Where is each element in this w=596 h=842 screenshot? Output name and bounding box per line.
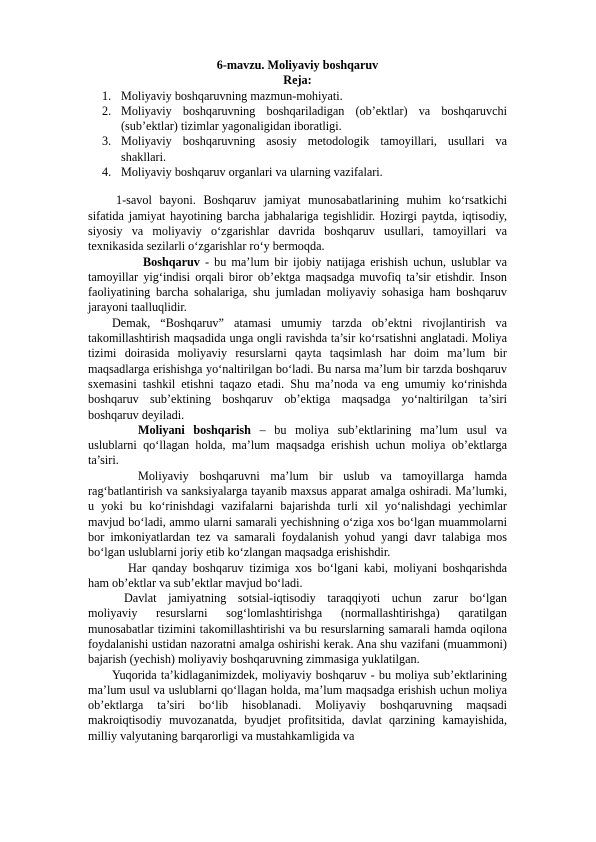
paragraph-management-definition — [88, 255, 507, 316]
paragraph-finance-management-definition — [88, 423, 507, 469]
page-title: 6-mavzu. Moliyaviy boshqaruv — [216, 58, 379, 72]
plan-item-number: 3. — [102, 134, 112, 149]
paragraph-management-term: Demak, “Boshqaruv” atamasi umumiy tarzda ob’ektni rivojlantirish va takomillashtirish maqsadida unga ongli ravishda ta’sir ko‘rsatishni anglatadi. Moliya tizimi doirasida moliyaviy resurslarni qayta taqsimlash har doim ma’lum bir maqsadlarga erishishga yo‘naltirilgan bo‘ladi. Bu narsa ma’lum bir tarzda boshqaruv sxemasini tashkil etishni taqazo etadi. Shu ma’noda va eng umumiy ko‘rinishda boshqaruv sub’ektining boshqaruv ob’ektiga maqsadga yo‘naltirilgan ta’siri boshqaruv deyiladi. — [88, 315, 507, 422]
document-page — [88, 58, 507, 744]
plan-item-text: Moliyaviy boshqaruvning asosiy metodologik tamoyillari, usullari va shakllari. — [121, 134, 507, 164]
paragraph-state-role: Davlat jamiyatning sotsial-iqtisodiy taraqqiyoti uchun zarur bo‘lgan moliyaviy resurslarni sog‘lomlashtirishga (normallashtirishga) qaratilgan munosabatlar tizimini takomillashtirishi va bu resurslarning samarali hamda oqilona foydalanishi ustidan nazoratni amalga oshirishi kerak. Ana shu vazifani (muammoni) bajarish (yechish) moliyaviy boshqaruvning zimmasiga yuklatilgan. — [88, 591, 507, 667]
definition-text: – bu moliya sub’ektlarining ma’lum usul va uslublarni qo‘llagan holda, ma’lum maqsadga erishish uchun moliya ob’ektlarga ta’siri. — [88, 422, 507, 468]
plan-item-number: 2. — [102, 103, 112, 118]
term-boshqaruv: Boshqaruv — [143, 254, 200, 269]
paragraph-financial-apparatus: Moliyaviy boshqaruvni ma’lum bir uslub va tamoyillarga hamda rag‘batlantirish va sanksiyalarga tayanib maxsus apparat amalga oshiradi. Ma’lumki, u yoki bu ko‘rinishdagi vazifalarni bajarishda turli xil yo‘nalishdagi yechimlar mavjud bo‘ladi, ammo ularni samarali yechishning o‘ziga xos bo‘lgan muammolarni bor imkoniyatlardan tez va samarali foydalanish yohud yangi davr talabiga mos bo‘lgan uslublarni joriy etib ko‘zlangan maqsadga erishishdir. — [88, 468, 507, 560]
plan-item — [88, 89, 507, 104]
plan-list — [88, 89, 507, 181]
plan-item — [88, 165, 507, 180]
section-spacer — [88, 180, 507, 193]
plan-heading: Reja: — [283, 73, 312, 88]
term-moliyani-boshqarish: Moliyani boshqarish — [138, 422, 251, 437]
plan-item-text: Moliyaviy boshqaruvning boshqariladigan (ob’ektlar) va boshqaruvchi (sub’ektlar) tizimlar yagonaligidan iboratligi. — [121, 103, 507, 134]
definition-text: - bu ma’lum bir ijobiy natijaga erishish uchun, uslublar va tamoyillar yig‘indisi orqali biror ob’ektga maqsadga muvofiq ta’sir etishdir. Inson faoliyatining barcha sohalariga, shu jumladan moliyaviy sohasiga ham boshqaruv jarayoni taalluqlidir. — [88, 254, 507, 315]
paragraph-question-1: 1-savol bayoni. Boshqaruv jamiyat munosabatlarining muhim ko‘rsatkichi sifatida jamiyat hayotining barcha jabhalariga tegishlidir. Hozirgi paytda, iqtisodiy, siyosiy va moliyaviy o‘zgarishlar davrida boshqaruv usullari, tamoyillari va texnikasida sezilarli o‘zgarishlar ro‘y bermoqda. — [88, 193, 507, 254]
plan-item-text: Moliyaviy boshqaruvning mazmun-mohiyati. — [121, 88, 343, 103]
paragraph-financial-goal: Yuqorida ta’kidlaganimizdek, moliyaviy boshqaruv - bu moliya sub’ektlarining ma’lum usul va uslublarni qo‘llagan holda, ma’lum maqsadga erishish uchun moliya ob’ektlarga ta’siri bo‘lib hisoblanadi. Moliyaviy boshqaruvning maqsadi makroiqtisodiy muvozanatda, byudjet profitsitida, davlat qarzining kamayishida, milliy valyutaning barqarorligi va mustahkamligida va — [88, 667, 507, 743]
plan-item-number: 1. — [102, 88, 112, 103]
plan-item — [88, 134, 507, 165]
paragraph-objects-subjects: Har qanday boshqaruv tizimiga xos bo‘lgani kabi, moliyani boshqarishda ham ob’ektlar va sub’ektlar mavjud bo‘ladi. — [88, 560, 507, 590]
plan-item — [88, 104, 507, 135]
plan-item-text: Moliyaviy boshqaruv organlari va ularning vazifalari. — [121, 165, 383, 180]
plan-item-number: 4. — [102, 165, 112, 180]
